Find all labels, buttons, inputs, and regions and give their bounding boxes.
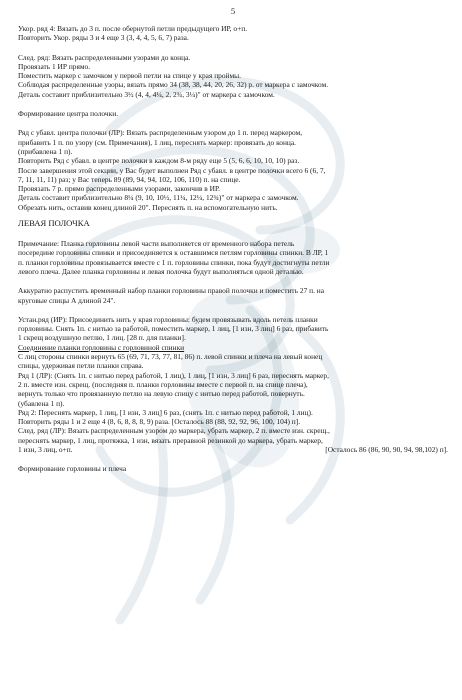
text-line: С лиц стороны спинки вернуть 65 (69, 71, 73, 77, 81, 86) п. левой спинки и плеча на левый конец	[18, 352, 323, 362]
text-line: Примечание: Планка горловины левой части выполняется от временного набора петель	[18, 239, 295, 249]
paragraph-spacer	[18, 305, 448, 315]
text-line: След. ряд: Вязать распределенными узорами до конца.	[18, 52, 191, 62]
text-line-left: 1 изн, 3 лиц, о+п.	[18, 444, 73, 454]
subsection-heading: Соединение планки горловины с горловиной спинки	[18, 342, 185, 352]
document-body	[18, 24, 448, 474]
text-line: Ряд 2: Переснять маркер, 1 лиц, [1 изн, 3 лиц] 6 раз, (снять 1п. с нитью перед работой, 1 лиц).	[18, 407, 313, 417]
text-line: Провязать 1 ИР прямо.	[18, 61, 91, 71]
text-line: След. ряд (ЛР): Вязать распределенным узором до маркера, убрать маркер, 2 п. вместе изн. скрещ.,	[18, 426, 330, 436]
text-line: Укор. ряд 4: Вязать до 3 п. после обернутой петли предыдущего ИР, о+п.	[18, 24, 248, 33]
text-line: посередине горловины спинки и присоединяется к оставшимся петлям горловины спинки. В ЛР, 1	[18, 248, 329, 258]
paragraph-spacer	[18, 43, 448, 53]
text-line: Повторить Ряд с убавл. в центре полочки в каждом 8-м ряду еще 5 (5, 6, 6, 10, 10, 10) раз.	[18, 156, 300, 166]
text-line-right: [Осталось 86 (86, 90, 90, 94, 98,102) п].	[325, 444, 448, 454]
text-line: (прибавлена 1 п).	[18, 146, 73, 156]
paragraph-spacer	[18, 118, 448, 128]
page-number: 5	[230, 6, 236, 16]
text-line: Формирование центра полочки.	[18, 109, 119, 119]
text-line: вернуть только что провязанную петлю на левую спицу с нитью перед работой, повернуть.	[18, 389, 305, 399]
text-line: Поместить маркер с замочком у первой петли на спице у края проймы.	[18, 71, 241, 81]
text-line: Деталь составит приблизительно 3½ (4, 4, 4¼, 2, 2¾, 3¼)" от маркера с замочком.	[18, 89, 275, 99]
text-line: 7, 11, 11, 11) раз; у Вас теперь 89 (89, 94, 94, 102, 106, 110) п. на спице.	[18, 174, 241, 184]
text-line: Аккуратно распустить временный набор планки горловины правой полочки и поместить 27 п. на	[18, 286, 324, 296]
text-line: п. планки горловины провязывается вместе с 1 п. горловины спинки, пока будут достигнуты петли	[18, 257, 330, 267]
text-line: переснять маркер, 1 лиц, протяжка, 1 изн, вязать преравной резинкой до маркера, убрать маркер,	[18, 435, 323, 445]
paragraph-spacer	[18, 99, 448, 109]
text-line: Ряд с убавл. центра полочки (ЛР): Вязать распределенным узором до 1 п. перед маркером,	[18, 128, 303, 138]
text-line: Устан.ряд (ИР): Присоединить нить у края горловины: будем провязывать вдоль петель планки	[18, 314, 318, 324]
paragraph-spacer	[18, 229, 448, 239]
text-line: горловины. Снять 1п. с нитью за работой, поместить маркер, 1 лиц, [1 изн, 3 лиц] 6 раз, прибавить	[18, 324, 329, 334]
text-line: Деталь составит приблизительно 8¼ (9, 10, 10½, 11¼, 12¼, 12¾)" от маркера с замочком.	[18, 193, 299, 203]
text-line: Формирование горловины и плеча	[18, 464, 127, 474]
text-line: Повторить ряды 1 и 2 еще 4 (8, 6, 8, 8, 8, 9) раза. [Осталось 88 (88, 92, 92, 96, 100, 104) п].	[18, 417, 301, 427]
text-line: прибавить 1 п. по узору (см. Примечания), 1 лиц, переснять маркер: провязать до конца.	[18, 137, 297, 147]
paragraph-spacer	[18, 276, 448, 286]
text-line: После завершения этой секции, у Вас будет выполнен Ряд с убавл. в центре полочки всего 6 (6, 7,	[18, 165, 326, 175]
text-line: (убавлена 1 п).	[18, 398, 65, 408]
text-line: Обрезать нить, оставив конец длиной 20". Переснять п. на вспомогательную нить.	[18, 202, 278, 212]
text-line: круговые спицы А длиной 24".	[18, 295, 116, 305]
paragraph-spacer	[18, 454, 448, 464]
text-line: спицы, удерживая петли планки справа.	[18, 361, 144, 371]
text-line: Повторить Укор. ряды 3 и 4 еще 3 (3, 4, 4, 5, 6, 7) раза.	[18, 33, 189, 43]
text-line	[18, 445, 448, 454]
text-line: Соблюдая распределенные узоры, вязать прямо 34 (38, 38, 44, 20, 26, 32) р. от маркера с замочком.	[18, 80, 329, 90]
text-line: 1 скрещ воздушную петлю, 1 лиц. [28 п. для планки].	[18, 333, 186, 343]
text-line: левого плеча. Далее планка горловины и левая полочка будут выполняться одной деталью.	[18, 266, 304, 276]
section-heading: ЛЕВАЯ ПОЛОЧКА	[18, 218, 90, 229]
text-line: Ряд 1 (ЛР): (Снять 1п. с нитью перед работой, 1 лиц), 1 лиц, [1 изн, 3 лиц] 6 раз, переснять маркер,	[18, 370, 329, 380]
text-line: 2 п. вместе изн. скрещ. (последняя п. планки горловины вместе с первой п. на спице плеча),	[18, 379, 308, 389]
text-line: Провязать 7 р. прямо распределенными узорами, закончив в ИР.	[18, 184, 220, 194]
